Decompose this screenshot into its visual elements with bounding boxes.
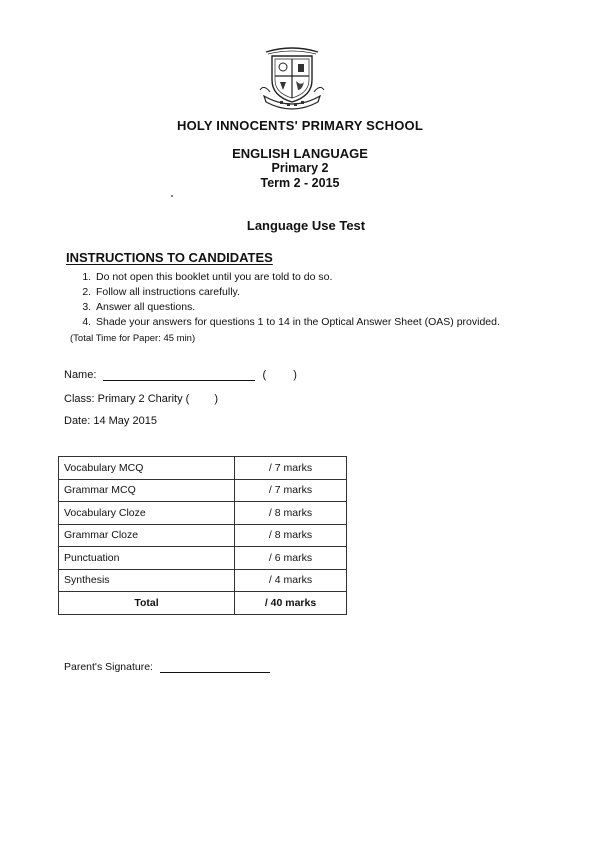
- paren-close: ): [293, 369, 297, 381]
- parent-signature-field: [64, 661, 270, 673]
- date-label: Date: 14 May 2015: [64, 415, 157, 427]
- table-row: [59, 569, 347, 592]
- class-label: Class: Primary 2 Charity (: [64, 393, 190, 405]
- instruction-item: 1. Do not open this booklet until you are told to do so.: [94, 270, 574, 285]
- section-cell: Vocabulary MCQ: [59, 457, 235, 480]
- school-name: HOLY INNOCENTS' PRIMARY SCHOOL: [176, 118, 423, 133]
- table-row: [59, 479, 347, 502]
- table-row: [59, 457, 347, 480]
- paren-open: (: [262, 369, 267, 381]
- class-field: [64, 393, 218, 405]
- section-cell: Punctuation: [59, 547, 235, 570]
- instruction-item: 2. Follow all instructions carefully.: [94, 285, 574, 300]
- signature-line[interactable]: [160, 661, 270, 673]
- name-label: Name:: [64, 369, 97, 381]
- score-cell: / 7 marks: [235, 479, 347, 502]
- table-row: [59, 547, 347, 570]
- name-line[interactable]: [103, 369, 255, 381]
- marks-table: [58, 456, 347, 615]
- test-title: Language Use Test: [246, 218, 366, 233]
- level-label: Primary 2: [271, 161, 329, 175]
- total-time: (Total Time for Paper: 45 min): [70, 333, 196, 344]
- total-score: / 40 marks: [235, 592, 347, 615]
- instruction-item: 4. Shade your answers for questions 1 to 14 in the Optical Answer Sheet (OAS) provided.: [94, 315, 574, 330]
- section-cell: Grammar MCQ: [59, 479, 235, 502]
- table-row: [59, 502, 347, 525]
- score-cell: / 8 marks: [235, 502, 347, 525]
- instructions-heading: INSTRUCTIONS TO CANDIDATES: [66, 250, 273, 265]
- section-cell: Synthesis: [59, 569, 235, 592]
- section-cell: Vocabulary Cloze: [59, 502, 235, 525]
- subject-title: ENGLISH LANGUAGE: [232, 146, 368, 161]
- total-row: [59, 592, 347, 615]
- score-cell: / 7 marks: [235, 457, 347, 480]
- instruction-item: 3. Answer all questions.: [94, 300, 574, 315]
- signature-label: Parent's Signature:: [64, 661, 153, 673]
- total-label: Total: [59, 592, 235, 615]
- stray-dot: [171, 195, 173, 197]
- instructions-list: [70, 270, 574, 330]
- name-field: [64, 369, 297, 381]
- score-cell: / 6 marks: [235, 547, 347, 570]
- score-cell: / 4 marks: [235, 569, 347, 592]
- score-cell: / 8 marks: [235, 524, 347, 547]
- table-row: [59, 524, 347, 547]
- class-paren-close: ): [214, 393, 219, 405]
- section-cell: Grammar Cloze: [59, 524, 235, 547]
- school-crest-icon: [258, 46, 326, 110]
- term-label: Term 2 - 2015: [260, 176, 340, 190]
